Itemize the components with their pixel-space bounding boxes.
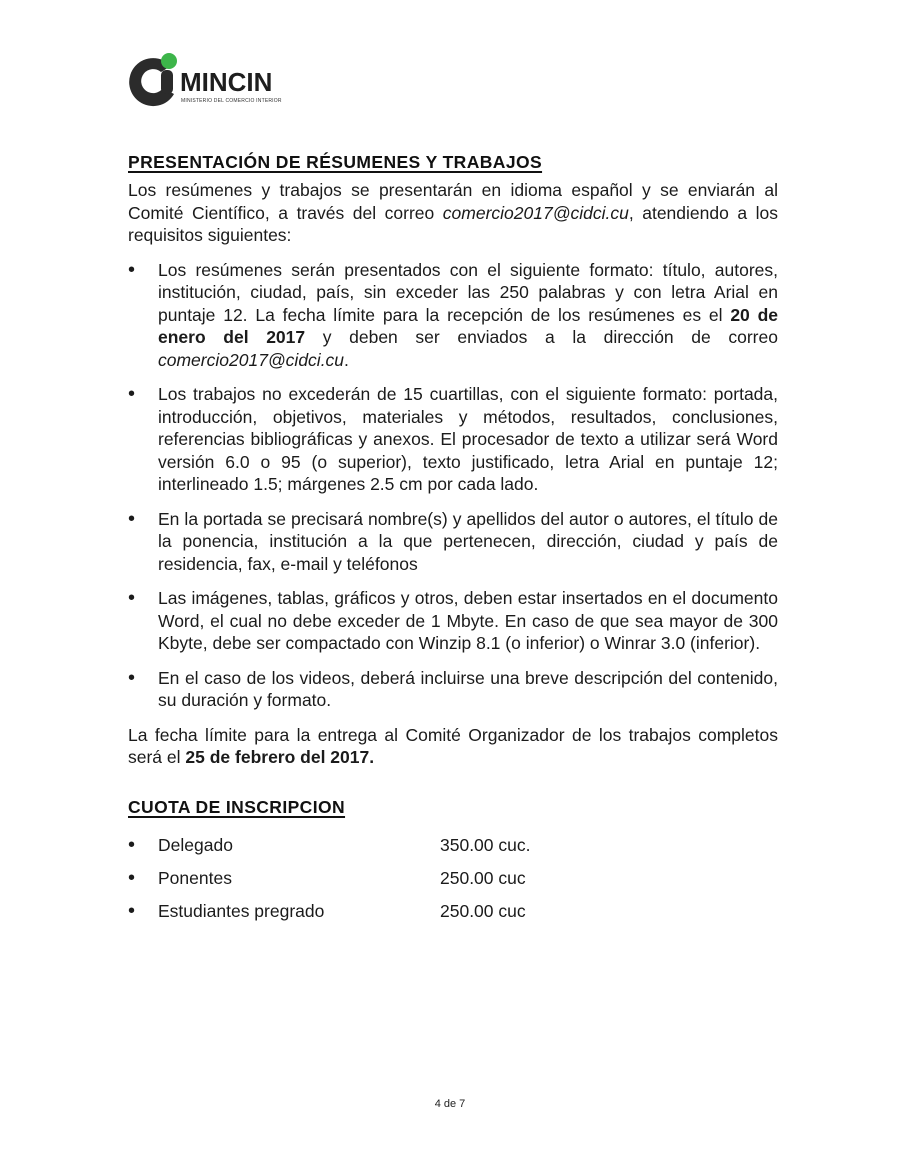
mincin-logo — [127, 52, 297, 114]
fee-row — [128, 867, 778, 900]
fee-value: 350.00 cuc. — [440, 834, 531, 855]
list-item-text: Los resúmenes serán presentados con el siguiente formato: título, autores, institución, ciudad, país, sin exceder las 250 palabras y con letra Arial en puntaje 12. La fecha límite para la recepción de los resúmenes es el — [158, 259, 778, 325]
fee-label: • Estudiantes pregrado — [158, 900, 325, 921]
list-item-text: y deben ser enviados a la dirección de correo — [305, 327, 778, 347]
fee-row — [128, 900, 778, 933]
section-heading-fees: CUOTA DE INSCRIPCION — [128, 796, 346, 817]
page-number: 4 de 7 — [434, 1098, 466, 1110]
list-item: • Los trabajos no excederán de 15 cuartillas, con el siguiente formato: portada, introducción, objetivos, materiales y métodos, resultados, conclusiones, referencias bibliográficas y anexos. El procesador de texto a utilizar será Word versión 6.0 o 95 (o superior), texto justificado, letra Arial en puntaje 12; interlineado 1.5; márgenes 2.5 cm por cada lado. — [128, 383, 778, 496]
fee-label: • Delegado — [158, 834, 233, 855]
main-content — [128, 152, 778, 933]
intro-email: comercio2017@cidci.cu — [442, 202, 629, 223]
requirements-list — [128, 259, 778, 712]
abstract-deadline: 20 de enero del 2017 — [158, 304, 779, 347]
list-item-text: . — [344, 349, 349, 370]
final-deadline: 25 de febrero del 2017. — [185, 747, 375, 767]
list-item: • En el caso de los videos, deberá incluirse una breve descripción del contenido, su duración y formato. — [128, 667, 778, 712]
intro-paragraph — [128, 179, 778, 247]
intro-text-end: , atendiendo a los requisitos siguientes: — [128, 202, 778, 245]
fee-label: • Ponentes — [158, 867, 232, 888]
intro-text: Los resúmenes y trabajos se presentarán en idioma español y se enviarán al Comité Científico, a través del correo — [128, 180, 778, 223]
fees-section — [128, 797, 778, 933]
logo-subtitle: MINISTERIO DEL COMERCIO INTERIOR — [181, 98, 282, 104]
list-item: • En la portada se precisará nombre(s) y apellidos del autor o autores, el título de la ponencia, institución a la que pertenecen, dirección, ciudad y país de residencia, fax, e-mail y teléfonos — [128, 508, 778, 576]
fee-value: 250.00 cuc — [440, 900, 526, 921]
section-heading-submission: PRESENTACIÓN DE RÉSUMENES Y TRABAJOS — [128, 152, 543, 172]
list-item: • Las imágenes, tablas, gráficos y otros, deben estar insertados en el documento Word, el cual no debe exceder de 1 Mbyte. En caso de que sea mayor de 300 Kbyte, debe ser compactado con Winzip 8.1 (o inferior) o Winrar 3.0 (inferior). — [128, 587, 778, 655]
closing-text: La fecha límite para la entrega al Comité Organizador de los trabajos completos será el — [128, 724, 778, 767]
abstract-email: comercio2017@cidci.cu — [158, 349, 345, 370]
mincin-logo-mark-icon — [127, 52, 181, 114]
logo-wordmark: MINCIN — [180, 67, 273, 97]
fee-row — [128, 834, 778, 867]
fee-value: 250.00 cuc — [440, 867, 526, 888]
list-item — [128, 259, 778, 372]
closing-paragraph — [128, 724, 778, 769]
